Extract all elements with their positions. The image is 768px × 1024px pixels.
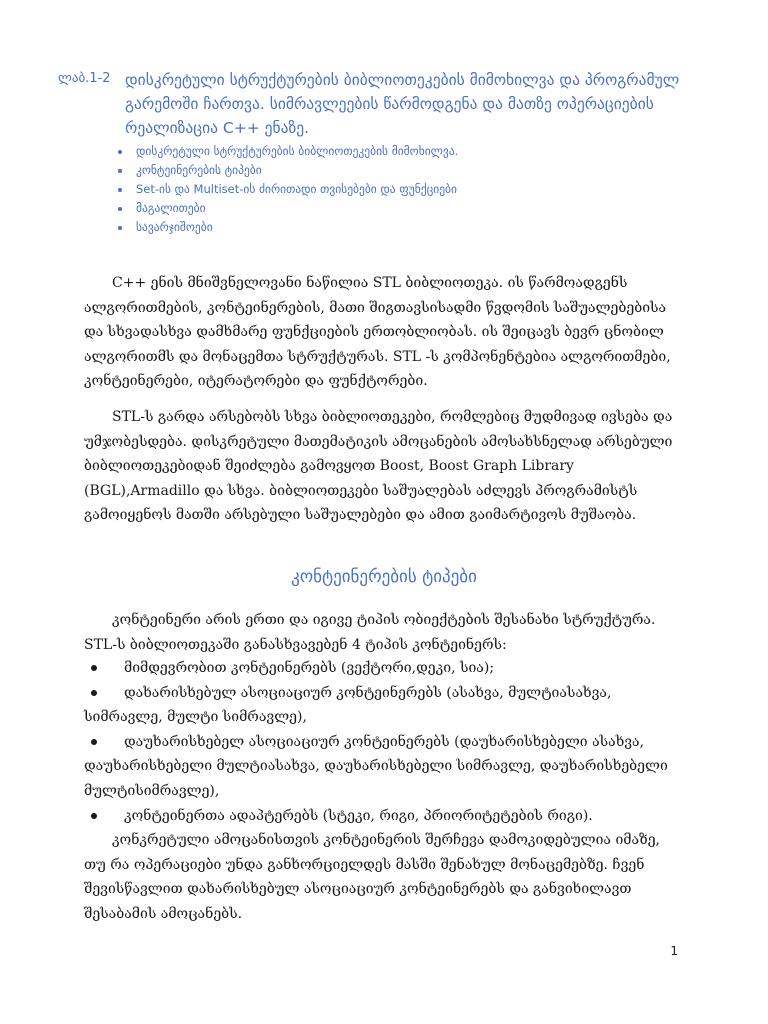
list-item-text: მიმდევრობით კონტეინერებს (ვექტორი,დეკი, სია); (124, 660, 495, 676)
list-item (84, 804, 694, 829)
toc-item[interactable]: Set-ის და Multiset-ის ძირითადი თვისებები და ფუნქციები (118, 180, 458, 199)
toc-item[interactable]: სავარჯიშოები (118, 218, 458, 237)
table-of-contents (118, 142, 458, 237)
bullet-icon (91, 665, 97, 671)
list-item-text: დახარისხებულ ასოციაციურ კონტეინერებს (ასახვა, მულტიასახვა, სიმრავლე, მულტი სიმრავლე), (84, 684, 612, 726)
list-item (84, 730, 694, 804)
list-item (84, 681, 694, 730)
container-choice-paragraph: კონკრეტული ამოცანისთვის კონტეინერის შერჩევა დამოკიდებულია იმაზე, თუ რა ოპერაციები უნდა განხორციელდეს მასში შენახულ მონაცემებზე. ჩვენ შევისწავლით დახარისხებულ ასოციაციურ კონტეინერებს და განვიხილავთ შესაბამის ამოცანებს. (84, 832, 661, 922)
list-item (84, 656, 694, 681)
bullet-icon (91, 813, 97, 819)
page-number: 1 (670, 944, 678, 958)
list-item-text: დაუხარისხებელ ასოციაციურ კონტეინერებს (დაუხარისხებელი ასახვა, დაუხარისხებელი მულტიასახვა, დაუხარისხებელი სიმრავლე, დაუხარისხებელი მულტისიმრავლე), (84, 733, 668, 799)
lab-label: ლაბ.1-2 (58, 71, 111, 86)
bullet-icon (91, 690, 97, 696)
toc-item[interactable]: მაგალითები (118, 199, 458, 218)
container-definition-paragraph: კონტეინერი არის ერთი და იგივე ტიპის ობიექტების შესანახი სტრუქტურა. STL-ს ბიბლიოთეკაში განასხვავებენ 4 ტიპის კონტეინერს: (84, 612, 656, 653)
toc-item[interactable]: დისკრეტული სტრუქტურების ბიბლიოთეკების მიმოხილვა. (118, 142, 458, 161)
container-types-list (84, 656, 694, 828)
toc-item[interactable]: კონტეინერების ტიპები (118, 161, 458, 180)
intro-paragraph-libraries: STL-ს გარდა არსებობს სხვა ბიბლიოთეკები, რომლებიც მუდმივად ივსება და უმჯობესდება. დისკრეტული მათემატიკის ამოცანების ამოსახსნელად არსებული ბიბლიოთეკებიდან შეიძლება გამოვყოთ Boost, Boost Graph Library (BGL),Armadillo და სხვა. ბიბლიოთეკები საშუალებას აძლევს პროგრამისტს გამოიყენოს მათში არსებული საშუალებები და ამით გაიმარტივოს მუშაობა. (84, 409, 673, 524)
list-item-text: კონტეინერთა ადაპტერებს (სტეკი, რიგი, პრიორიტეტების რიგი). (124, 807, 593, 824)
intro-paragraph-stl: C++ ენის მნიშვნელოვანი ნაწილია STL ბიბლიოთეკა. ის წარმოადგენს ალგორითმების, კონტეინერების, მათი შიგთავსისადმი წვდომის საშუალებებისა და სხვადასხვა დამხმარე ფუნქციების ერთობლიობას. ის შეიცავს ბევრ ცნობილ ალგორითმს და მონაცემთა სტრუქტურას. STL -ს კომპონენტებია ალგორითმები, კონტეინერები, იტერატორები და ფუნქტორები. (84, 275, 671, 390)
lab-title: დისკრეტული სტრუქტურების ბიბლიოთეკების მიმოხილვა და პროგრამულ გარემოში ჩართვა. სიმრავლეების წარმოდგენა და მათზე ოპერაციების რეალიზაცია C++ ენაზე. (125, 71, 680, 137)
section-heading-container-types: კონტეინერების ტიპები (291, 567, 477, 587)
bullet-icon (91, 739, 97, 745)
